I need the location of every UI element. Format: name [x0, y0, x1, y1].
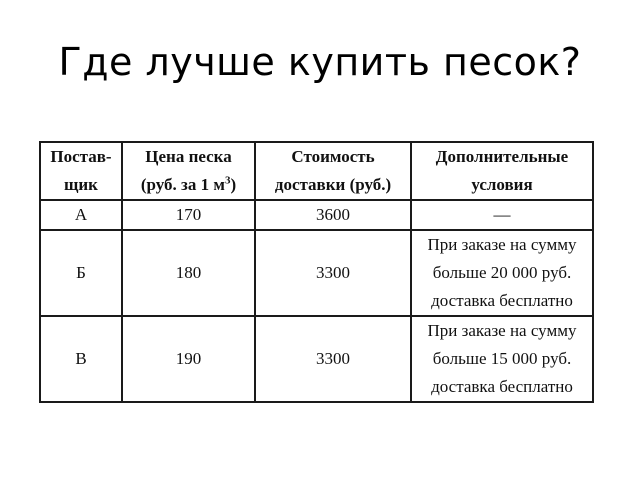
header-delivery: [255, 142, 411, 200]
cell-supplier: В: [40, 316, 122, 402]
header-conditions: [411, 142, 593, 200]
cell-delivery: 3300: [255, 316, 411, 402]
cell-supplier: Б: [40, 230, 122, 316]
table-row: [40, 316, 593, 402]
header-conditions-line2: условия: [471, 175, 533, 194]
slide-title: Где лучше купить песок?: [58, 40, 582, 84]
cell-delivery: 3300: [255, 230, 411, 316]
table-row: [40, 200, 593, 230]
cell-price: 190: [122, 316, 255, 402]
table-header-row: [40, 142, 593, 200]
condition-line: больше 20 000 руб.: [432, 263, 572, 282]
condition-line: доставка бесплатно: [431, 377, 573, 396]
condition-line: больше 15 000 руб.: [432, 349, 572, 368]
header-delivery-line2: доставки (руб.): [274, 175, 392, 194]
cell-conditions: [411, 230, 593, 316]
condition-line: —: [493, 205, 511, 224]
header-supplier-line1: Постав-: [50, 147, 112, 166]
header-price-line2: [123, 171, 254, 199]
header-price-superscript: 3: [224, 174, 231, 187]
header-price-line1: Цена песка: [145, 147, 232, 166]
header-supplier: [40, 142, 122, 200]
condition-line: доставка бесплатно: [431, 291, 573, 310]
header-delivery-line1: Стоимость: [291, 147, 375, 166]
cell-conditions: [411, 200, 593, 230]
condition-line: При заказе на сумму: [427, 235, 577, 254]
header-price-close-paren: ): [230, 175, 237, 194]
cell-supplier: А: [40, 200, 122, 230]
cell-delivery: 3600: [255, 200, 411, 230]
header-price-unit: (руб. за 1 м: [140, 175, 225, 194]
condition-line: При заказе на сумму: [427, 321, 577, 340]
cell-price: 180: [122, 230, 255, 316]
cell-conditions: [411, 316, 593, 402]
header-supplier-line2: щик: [64, 175, 98, 194]
table-row: [40, 230, 593, 316]
sand-suppliers-table: [39, 141, 594, 403]
header-conditions-line1: Дополнительные: [435, 147, 569, 166]
header-price: [122, 142, 255, 200]
cell-price: 170: [122, 200, 255, 230]
